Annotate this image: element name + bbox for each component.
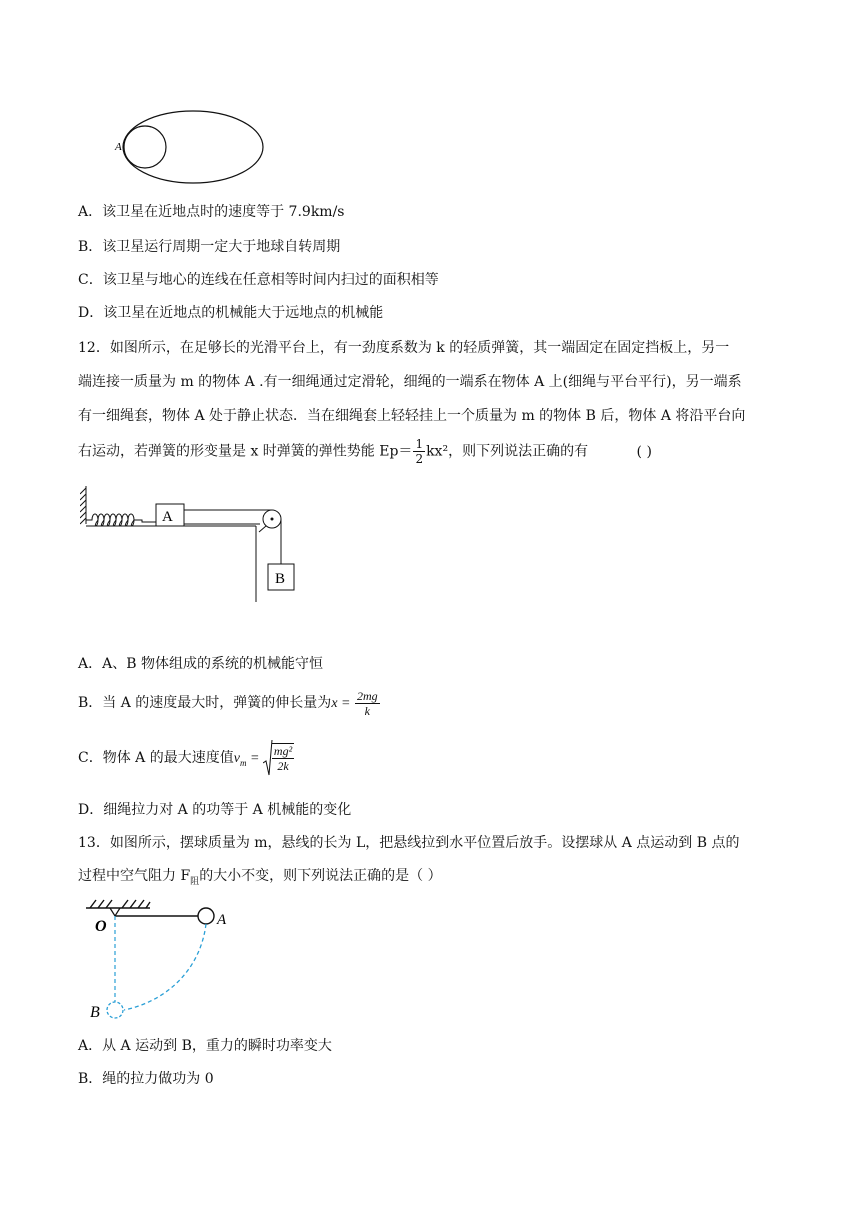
q11-option-a: A．该卫星在近地点时的速度等于 7.9km/s [78, 204, 345, 220]
q12-option-b-den: k [364, 703, 370, 718]
label-a: A [217, 912, 227, 928]
q12-option-b-text: B．当 A 的速度最大时，弹簧的伸长量为 [78, 695, 332, 711]
q12-option-b-num: 2mg [356, 688, 378, 703]
wall-hatch [80, 486, 86, 524]
label-o: O [95, 918, 107, 935]
q11-option-d: D．该卫星在近地点的机械能大于远地点的机械能 [78, 305, 384, 321]
pivot-mark [110, 908, 120, 916]
q12-fraction-num: 1 [415, 437, 424, 451]
ceiling-hatch [90, 900, 150, 908]
earth-circle [124, 126, 166, 168]
spring-pulley-figure [80, 482, 300, 604]
q13-line2-pre: 过程中空气阻力 F [78, 868, 191, 884]
q12-option-c-sub: m [239, 757, 247, 768]
q12-option-b [78, 686, 381, 720]
q13-option-b: B．绳的拉力做功为 0 [78, 1071, 214, 1087]
q12-stem-line-3: 有一细绳套，物体 A 处于静止状态．当在细绳套上轻轻挂上一个质量为 m 的物体 B 后，物体 A 将沿平台向 [78, 408, 746, 424]
block-b-label: B [275, 571, 286, 587]
orbit-ellipse [123, 111, 263, 183]
q12-stem-line-4 [78, 437, 652, 466]
q12-stem-line-2: 端连接一质量为 m 的物体 A .有一细绳通过定滑轮，细绳的一端系在物体 A 上(细绳与平台平行)，另一端系 [78, 374, 742, 390]
q12-option-c-eq: = [246, 751, 263, 766]
q12-option-c-den: 2k [277, 759, 289, 773]
ball-b [107, 1002, 123, 1018]
q12-option-c [78, 738, 295, 778]
q13-line2-post: 的大小不变，则下列说法正确的是（ ） [199, 868, 442, 884]
q12-option-c-sqrt [263, 738, 295, 778]
orbit-label-a: A [115, 141, 122, 153]
q12-option-c-num: mg² [273, 744, 293, 758]
q12-option-b-eq: = [337, 696, 354, 711]
q12-answer-paren: ( ) [636, 443, 652, 460]
q11-option-b: B．该卫星运行周期一定大于地球自转周期 [78, 239, 341, 255]
q12-option-b-fraction [355, 689, 380, 718]
q13-line2-sub: 阻 [190, 876, 200, 887]
q12-option-c-fraction [272, 743, 294, 773]
label-b: B [90, 1004, 100, 1021]
q12-option-a: A．A、B 物体组成的系统的机械能守恒 [78, 656, 323, 672]
q12-line4-post: kx²，则下列说法正确的有 [426, 443, 589, 460]
q12-option-c-lhs: v [233, 751, 240, 766]
q12-option-d: D．细绳拉力对 A 的功等于 A 机械能的变化 [78, 802, 352, 818]
q13-stem-line-2 [78, 866, 442, 892]
orbit-figure [110, 110, 270, 190]
ball-a [198, 908, 214, 924]
pulley-axle [271, 518, 274, 521]
pendulum-figure [84, 896, 244, 1026]
q12-option-c-text: C．物体 A 的最大速度值 [78, 750, 234, 766]
spring [86, 514, 156, 526]
q12-energy-fraction [413, 437, 425, 466]
q12-line4-pre: 右运动，若弹簧的形变量是 x 时弹簧的弹性势能 Ep＝ [78, 443, 413, 460]
q11-option-c: C．该卫星与地心的连线在任意相等时间内扫过的面积相等 [78, 272, 439, 288]
q12-stem-line-1: 12．如图所示，在足够长的光滑平台上，有一劲度系数为 k 的轻质弹簧，其一端固定在固定挡板上，另一 [78, 340, 730, 356]
q13-stem-line-1: 13．如图所示，摆球质量为 m，悬线的长为 L，把悬线拉到水平位置后放手。设摆球从 A 点运动到 B 点的 [78, 835, 740, 851]
block-a-label: A [162, 509, 173, 525]
pulley-bracket [259, 526, 266, 532]
q12-option-b-lhs: x [331, 696, 338, 711]
q12-fraction-den: 2 [415, 452, 424, 466]
swing-arc [124, 924, 206, 1010]
q13-option-a: A．从 A 运动到 B，重力的瞬时功率变大 [78, 1038, 332, 1054]
